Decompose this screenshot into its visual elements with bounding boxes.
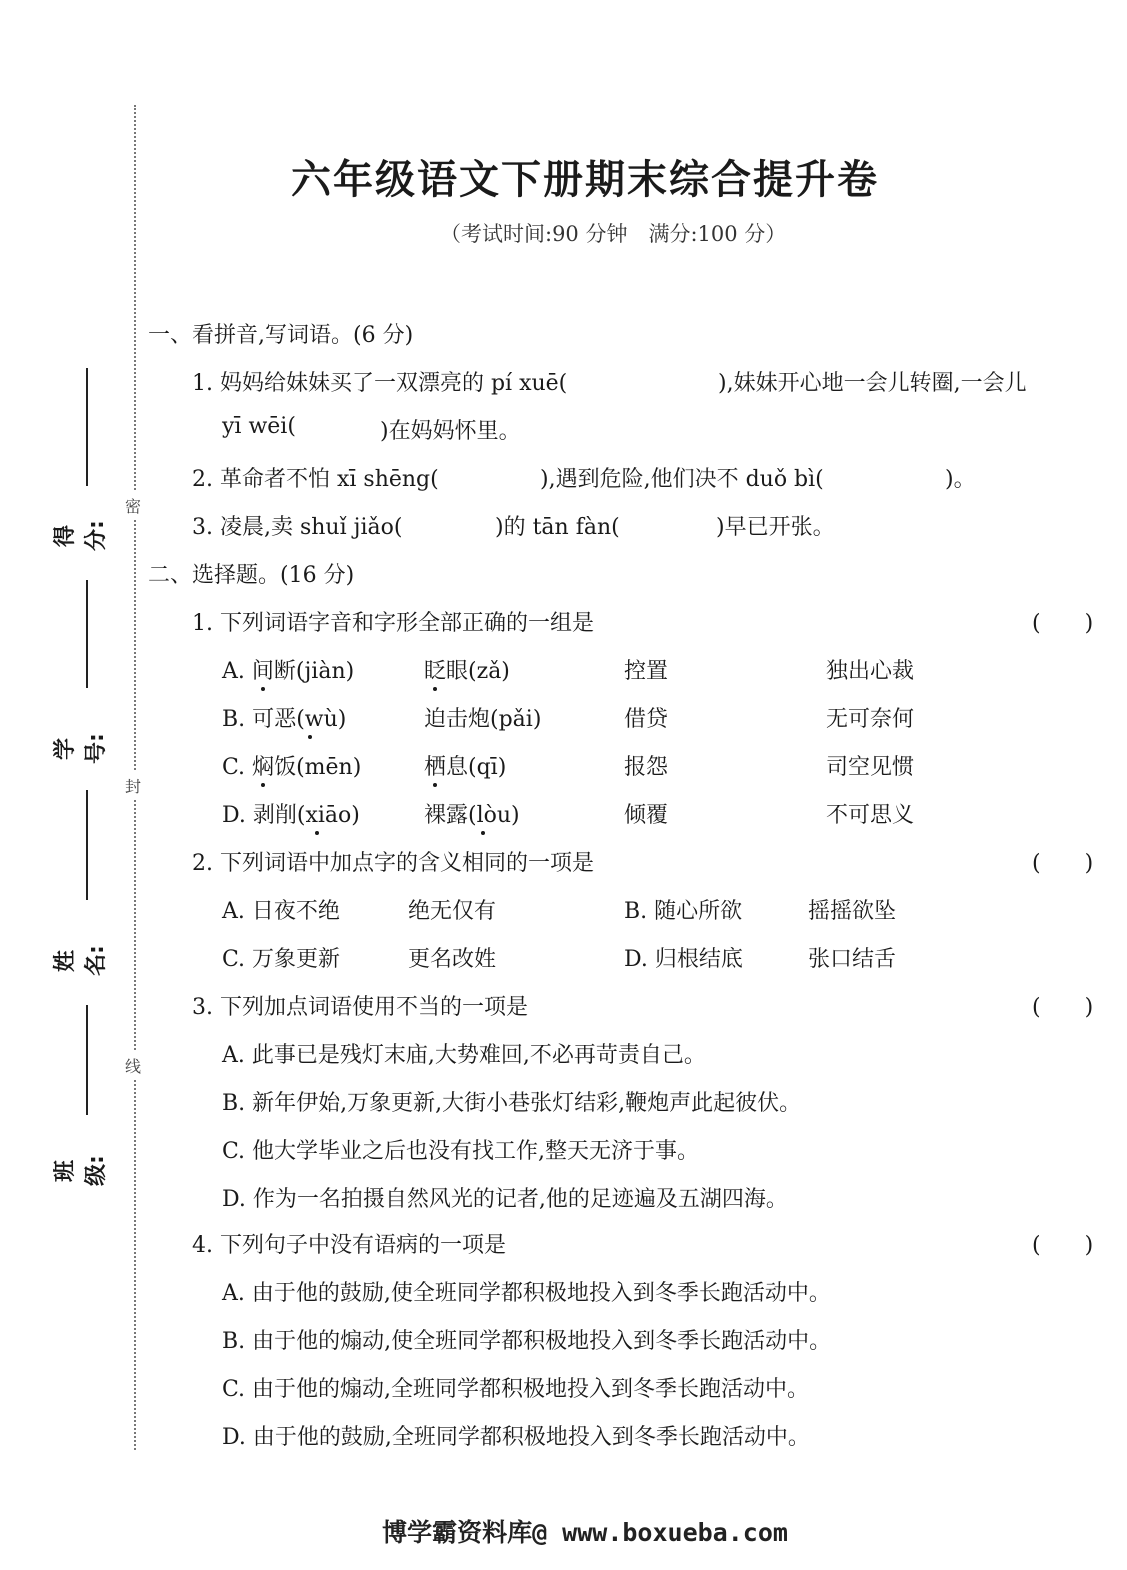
s2-q2-option-b2: 摇摇欲坠 — [808, 899, 897, 924]
s2-q2-option-a2: 绝无仅有 — [408, 899, 497, 924]
s2-q1-row-d-word2: 裸露(lòu) — [424, 803, 520, 828]
s2-q3-option-a: A. 此事已是残灯末庙,大势难回,不必再苛责自己。 — [222, 1043, 706, 1068]
s2-q1-row-a-word3: 控置 — [624, 659, 669, 684]
s1-q2-part1: 2. 革命者不怕 xī shēng( — [192, 467, 439, 492]
s2-q1-answer-blank: ( ) — [1032, 611, 1094, 636]
s2-q1-row-c-word4: 司空见惯 — [826, 755, 915, 780]
s2-q4-option-b: B. 由于他的煽动,使全班同学都积极地投入到冬季长跑活动中。 — [222, 1329, 832, 1354]
s2-q4-option-a: A. 由于他的鼓励,使全班同学都积极地投入到冬季长跑活动中。 — [222, 1281, 831, 1306]
s2-q3-answer-blank: ( ) — [1032, 995, 1094, 1020]
s1-q1-line2-part2: )在妈妈怀里。 — [380, 419, 521, 444]
class-blank-line — [86, 1005, 88, 1115]
score-blank-line — [86, 368, 88, 486]
s2-q3-option-d: D. 作为一名拍摄自然风光的记者,他的足迹遍及五湖四海。 — [222, 1187, 788, 1212]
section2-heading: 二、选择题。(16 分) — [148, 563, 355, 588]
student-id-label: 学号: — [53, 733, 109, 764]
name-label: 姓名: — [53, 945, 109, 976]
s2-q2-option-c2: 更名改姓 — [408, 947, 497, 972]
s2-q4-option-d: D. 由于他的鼓励,全班同学都积极地投入到冬季长跑活动中。 — [222, 1425, 810, 1450]
s2-q1-row-b-word4: 无可奈何 — [826, 707, 915, 732]
s2-q2-option-a1: A. 日夜不绝 — [222, 899, 340, 924]
s2-q2-stem: 2. 下列词语中加点字的含义相同的一项是 — [192, 851, 594, 876]
s2-q3-stem: 3. 下列加点词语使用不当的一项是 — [192, 995, 528, 1020]
seal-char-mi: 密 — [125, 492, 141, 519]
s2-q2-option-c1: C. 万象更新 — [222, 947, 341, 972]
s2-q2-answer-blank: ( ) — [1032, 851, 1094, 876]
s1-q3-part1: 3. 凌晨,卖 shuǐ jiǎo( — [192, 515, 403, 540]
score-label: 得分: — [53, 520, 109, 551]
s2-q4-stem: 4. 下列句子中没有语病的一项是 — [192, 1233, 506, 1258]
s2-q2-option-b1: B. 随心所欲 — [624, 899, 743, 924]
class-label: 班级: — [53, 1155, 109, 1186]
s1-q3-part2: )的 tān fàn( — [495, 515, 620, 540]
s1-q1-line1-part1: 1. 妈妈给妹妹买了一双漂亮的 pí xuē( — [192, 371, 568, 396]
student-id-blank-line — [86, 580, 88, 688]
s2-q1-row-b-word3: 借贷 — [624, 707, 669, 732]
s2-q1-row-a-word4: 独出心裁 — [826, 659, 915, 684]
footer-watermark: 博学霸资料库@ www.boxueba.com — [382, 1518, 788, 1547]
s2-q2-option-d1: D. 归根结底 — [624, 947, 743, 972]
page-title: 六年级语文下册期末综合提升卷 — [291, 157, 879, 203]
s2-q1-row-d-word4: 不可思义 — [826, 803, 915, 828]
s1-q1-line1-part2: ),妹妹开心地一会儿转圈,一会儿 — [718, 371, 1027, 396]
s1-q3-part3: )早已开张。 — [716, 515, 835, 540]
name-blank-line — [86, 790, 88, 900]
seal-char-feng: 封 — [125, 772, 141, 799]
s2-q1-row-c-word3: 报怨 — [624, 755, 669, 780]
s2-q1-row-d-word3: 倾覆 — [624, 803, 669, 828]
s2-q3-option-b: B. 新年伊始,万象更新,大街小巷张灯结彩,鞭炮声此起彼伏。 — [222, 1091, 802, 1116]
section1-heading: 一、看拼音,写词语。(6 分) — [148, 323, 414, 348]
s2-q4-option-c: C. 由于他的煽动,全班同学都积极地投入到冬季长跑活动中。 — [222, 1377, 810, 1402]
s2-q1-row-c: C. 焖饭(mēn) — [222, 755, 362, 780]
s2-q1-stem: 1. 下列词语字音和字形全部正确的一组是 — [192, 611, 594, 636]
s2-q1-row-b-word2: 迫击炮(pǎi) — [424, 707, 542, 732]
s1-q1-line2-part1: yī wēi( — [222, 414, 296, 439]
s2-q4-answer-blank: ( ) — [1032, 1233, 1094, 1258]
s2-q1-row-d: D. 剥削(xiāo) — [222, 803, 360, 828]
s2-q1-row-a: A. 间断(jiàn) — [222, 659, 355, 684]
s2-q1-row-a-word2: 眨眼(zǎ) — [424, 659, 510, 684]
s2-q2-option-d2: 张口结舌 — [808, 947, 897, 972]
s2-q1-row-c-word2: 栖息(qī) — [424, 755, 507, 780]
s2-q3-option-c: C. 他大学毕业之后也没有找工作,整天无济于事。 — [222, 1139, 700, 1164]
exam-info: （考试时间:90 分钟 满分:100 分） — [440, 222, 787, 246]
s1-q2-part2: ),遇到危险,他们决不 duǒ bì( — [540, 467, 824, 492]
s1-q2-part3: )。 — [945, 467, 976, 492]
seal-char-xian: 线 — [125, 1052, 141, 1079]
s2-q1-row-b: B. 可恶(wù) — [222, 707, 347, 732]
